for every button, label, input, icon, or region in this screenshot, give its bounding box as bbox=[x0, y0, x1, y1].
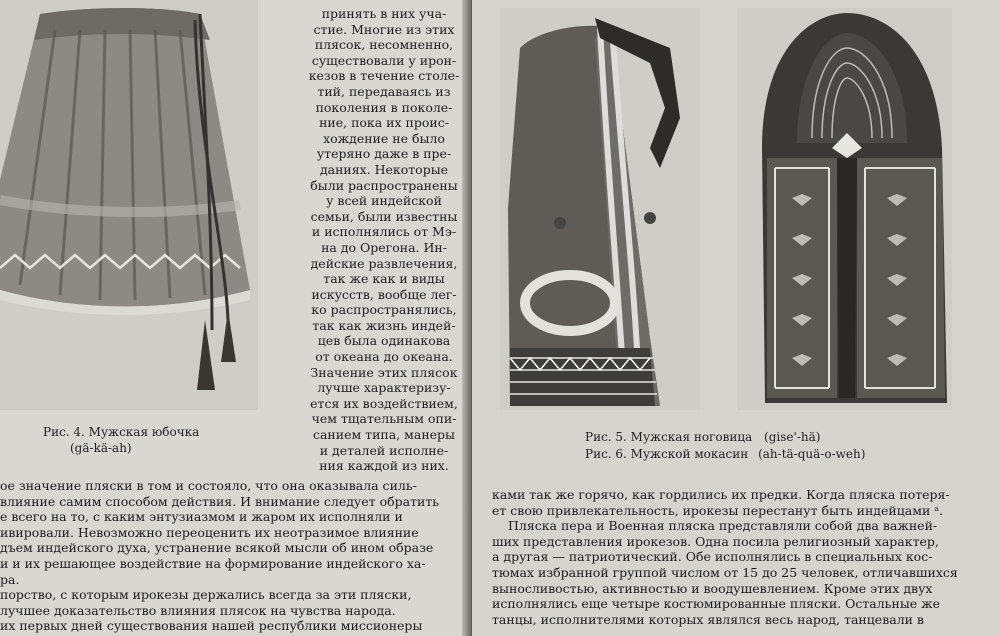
side-line: утеряно даже в пре- bbox=[316, 146, 452, 162]
side-line: принять в них уча- bbox=[321, 6, 447, 21]
skirt-drawing bbox=[0, 0, 258, 410]
side-line: ния каждой из них. bbox=[319, 458, 449, 474]
figure-6-transliteration: (ah-tä-quä-o-weh) bbox=[758, 447, 866, 461]
figure-4-transliteration: (gä-kä-ah) bbox=[70, 441, 132, 455]
body-line: а другая — патриотический. Обе исполнялись в специальных кос- bbox=[492, 549, 933, 565]
left-body-text bbox=[0, 478, 466, 634]
side-line: Значение этих плясок bbox=[310, 364, 458, 380]
side-line: цев была одинакова bbox=[317, 333, 451, 349]
body-line: выносливостью, активностью и воодушевлением. Кроме этих двух bbox=[492, 580, 933, 596]
figure-4-skirt-illustration bbox=[0, 0, 258, 410]
side-line: от океана до океана. bbox=[315, 349, 453, 365]
body-line: танцы, исполнителями которых являлся весь народ, танцевали в bbox=[492, 611, 924, 627]
side-text-column bbox=[300, 6, 468, 474]
side-line: санием типа, манеры bbox=[312, 427, 456, 443]
body-line: Пляска пера и Военная пляска представляли собой два важней- bbox=[508, 518, 938, 534]
side-line: у всей индейской bbox=[326, 193, 442, 209]
body-line: и и их решающее воздействие на формирование индейского ха- bbox=[0, 555, 426, 571]
side-line: и деталей исполне- bbox=[319, 442, 449, 458]
figure-6-moccasin-illustration bbox=[737, 8, 952, 410]
figure-5-caption-text: Рис. 5. Мужская ноговица bbox=[585, 430, 753, 444]
left-page bbox=[0, 0, 470, 636]
moccasin-drawing bbox=[737, 8, 952, 410]
figure-5-legging-illustration bbox=[500, 8, 700, 410]
side-line: тий, передаваясь из bbox=[317, 83, 451, 99]
body-line: лучшее доказательство влияния плясок на чувства народа. bbox=[0, 602, 396, 618]
body-line: е всего на то, с каким энтузиазмом и жаром их исполняли и bbox=[0, 509, 403, 525]
figure-4-caption: Рис. 4. Мужская юбочка bbox=[43, 425, 200, 439]
side-line: кезов в течение столе- bbox=[308, 68, 460, 84]
body-line: ра. bbox=[0, 571, 20, 587]
body-line: ивировали. Невозможно переоценить их неотразимое влияние bbox=[0, 524, 419, 540]
side-line: даниях. Некоторые bbox=[319, 161, 449, 177]
figure-6-caption-text: Рис. 6. Мужской мокасин bbox=[585, 447, 749, 461]
body-line: ших представления ирокезов. Одна посила религиозный характер, bbox=[492, 533, 939, 549]
side-line: так как жизнь индей- bbox=[312, 317, 456, 333]
right-body-text bbox=[492, 487, 997, 627]
body-line: ками так же горячо, как гордились их предки. Когда пляска потеря- bbox=[492, 487, 950, 502]
body-line: тюмах избранной группой числом от 15 до 25 человек, отличавшихся bbox=[492, 564, 958, 580]
side-line: плясок, несомненно, bbox=[314, 37, 454, 53]
figure-5-caption bbox=[585, 430, 820, 445]
body-line: их первых дней существования нашей республики миссионеры bbox=[0, 618, 423, 634]
side-line: были распространены bbox=[310, 177, 458, 193]
side-line: чем тщательным опи- bbox=[311, 411, 457, 427]
right-page bbox=[472, 0, 1000, 636]
figure-6-caption bbox=[585, 447, 865, 462]
side-line: так же как и виды bbox=[323, 271, 445, 287]
body-line: ет свою привлекательность, ирокезы перестанут быть индейцами ᵃ. bbox=[492, 502, 944, 518]
side-line: семьи, были известны bbox=[310, 208, 458, 224]
body-line: порство, с которым ирокезы держались всегда за эти пляски, bbox=[0, 587, 412, 603]
figure-5-transliteration: (gise'-hä) bbox=[764, 430, 821, 444]
body-line: дъем индейского духа, устранение всякой мысли об ином образе bbox=[0, 540, 434, 556]
body-line: ое значение пляски в том и состояло, что она оказывала силь- bbox=[0, 478, 417, 493]
body-line: влияние самим способом действия. И внимание следует обратить bbox=[0, 493, 440, 509]
legging-drawing bbox=[500, 8, 700, 410]
side-line: существовали у ирон- bbox=[311, 52, 457, 68]
side-line: поколения в поколе- bbox=[315, 99, 453, 115]
side-line: ется их воздействием, bbox=[310, 395, 458, 411]
side-line: ко распространялись, bbox=[311, 302, 457, 318]
body-line: исполнялись еще четыре костюмированные пляски. Остальные же bbox=[492, 596, 941, 612]
side-line: ние, пока их проис- bbox=[319, 115, 449, 131]
side-line: стие. Многие из этих bbox=[313, 21, 455, 37]
side-line: дейские развлечения, bbox=[310, 255, 458, 271]
side-line: искусств, вообще лег- bbox=[311, 286, 457, 302]
side-line: лучше характеризу- bbox=[317, 380, 451, 396]
side-line: и исполнялись от Мэ- bbox=[311, 224, 457, 240]
side-line: на до Орегона. Ин- bbox=[321, 239, 447, 255]
side-line: хождение не было bbox=[323, 130, 445, 146]
